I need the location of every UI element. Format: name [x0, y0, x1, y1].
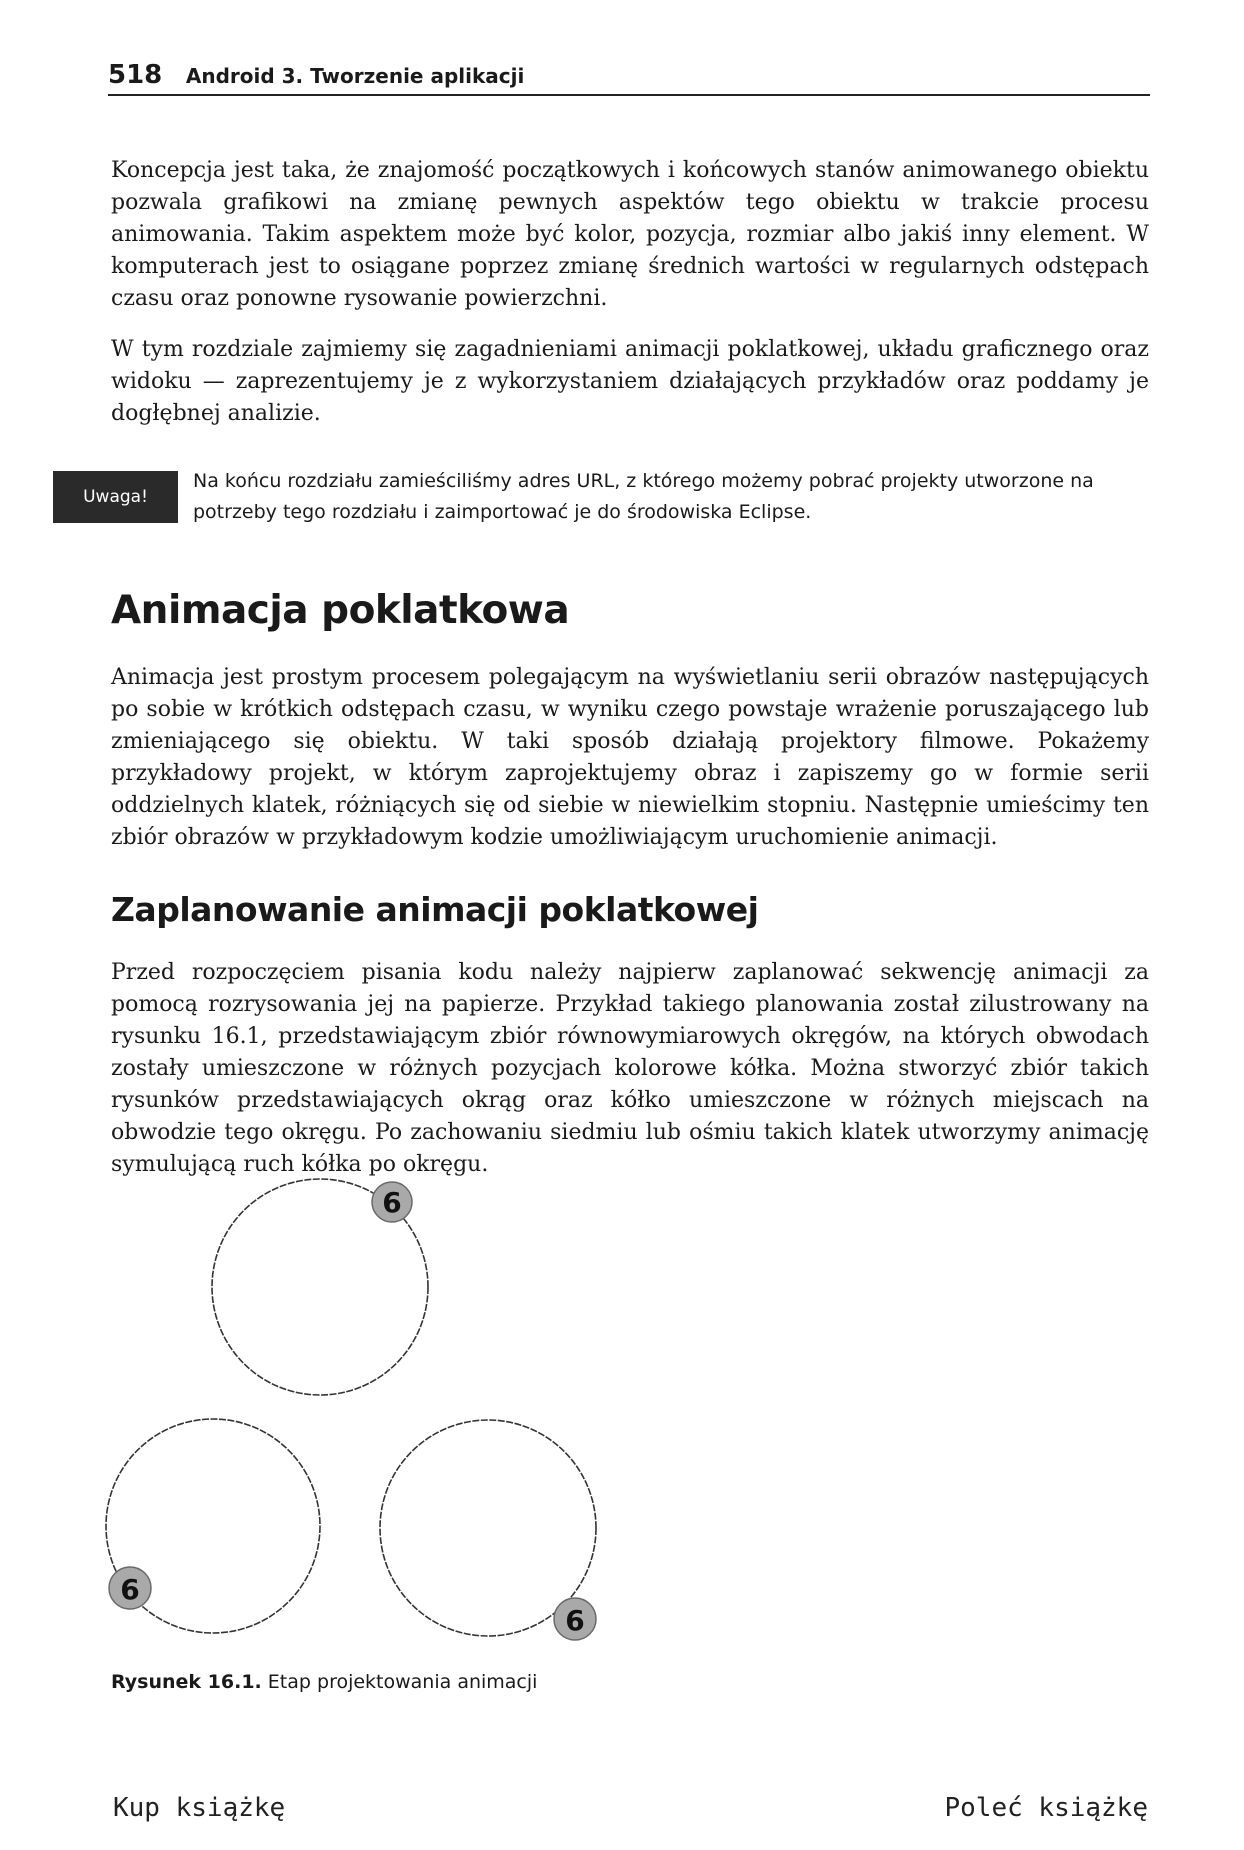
paragraph-intro: Koncepcja jest taka, że znajomość początkowych i końcowych stanów animowanego obiektu pozwala grafikowi na zmianę pewnych aspektów tego obiektu w trakcie procesu animowania. Takim aspektem może być kolor, pozycja, rozmiar albo jakiś inny element. W komputerach jest to osiągane poprzez zmianę średnich wartości w regularnych odstępach czasu oraz ponowne rysowanie powierzchni. — [111, 158, 1149, 311]
note-text: Na końcu rozdziału zamieściliśmy adres URL, z którego możemy pobrać projekty utworzone na potrzeby tego rozdziału i zaimportować je do środowiska Eclipse. — [193, 470, 1094, 523]
svg-text:6: 6 — [120, 1573, 140, 1606]
recommend-book-link[interactable]: Poleć książkę — [944, 1793, 1148, 1823]
paragraph-chapter-scope: W tym rozdziale zajmiemy się zagadnieniami animacji poklatkowej, układu graficznego oraz widoku — zaprezentujemy je z wykorzystaniem działających przykładów oraz poddamy je dogłębnej analizie. — [111, 337, 1149, 426]
animation-frames-figure — [100, 1172, 620, 1662]
svg-text:6: 6 — [565, 1604, 585, 1637]
paragraph-frame-animation: Animacja jest prostym procesem polegającym na wyświetlaniu serii obrazów następujących po sobie w krótkich odstępach czasu, w wyniku czego powstaje wrażenie poruszającego lub zmieniającego się obiektu. W taki sposób działają projektory filmowe. Pokażemy przykładowy projekt, w którym zaprojektujemy obraz i zapiszemy go w formie serii oddzielnych klatek, różniących się od siebie w niewielkim stopniu. Następnie umieścimy ten zbiór obrazów w przykładowym kodzie umożliwiającym uruchomienie animacji. — [111, 665, 1149, 850]
svg-text:6: 6 — [382, 1186, 402, 1219]
circle-frame-bottom-right — [380, 1420, 596, 1640]
subsection-heading: Zaplanowanie animacji poklatkowej — [111, 890, 759, 929]
buy-book-link[interactable]: Kup książkę — [113, 1793, 286, 1823]
running-title: Android 3. Tworzenie aplikacji — [185, 64, 525, 88]
note-badge: Uwaga! — [53, 471, 178, 523]
ball-icon — [109, 1567, 151, 1609]
ball-icon — [372, 1182, 412, 1222]
ball-icon — [554, 1598, 596, 1640]
page-number: 518 — [108, 60, 163, 90]
figure-caption — [111, 1671, 537, 1693]
circle-frame-bottom-left — [106, 1419, 320, 1633]
page-header — [108, 60, 1150, 96]
caption-label: Rysunek 16.1. — [111, 1671, 262, 1693]
caption-text: Etap projektowania animacji — [261, 1671, 538, 1693]
circle-frame-top — [212, 1179, 428, 1395]
paragraph-planning: Przed rozpoczęciem pisania kodu należy najpierw zaplanować sekwencję animacji za pomocą rozrysowania jej na papierze. Przykład takiego planowania został zilustrowany na rysunku 16.1, przedstawiającym zbiór równowymiarowych okręgów, na których obwodach zostały umieszczone w różnych pozycjach kolorowe kółka. Można stworzyć zbiór takich rysunków przedstawiających okrąg oraz kółko umieszczone w różnych miejscach na obwodzie tego okręgu. Po zachowaniu siedmiu lub ośmiu takich klatek utworzymy animację symulującą ruch kółka po okręgu. — [111, 960, 1149, 1177]
section-heading: Animacja poklatkowa — [111, 588, 570, 633]
